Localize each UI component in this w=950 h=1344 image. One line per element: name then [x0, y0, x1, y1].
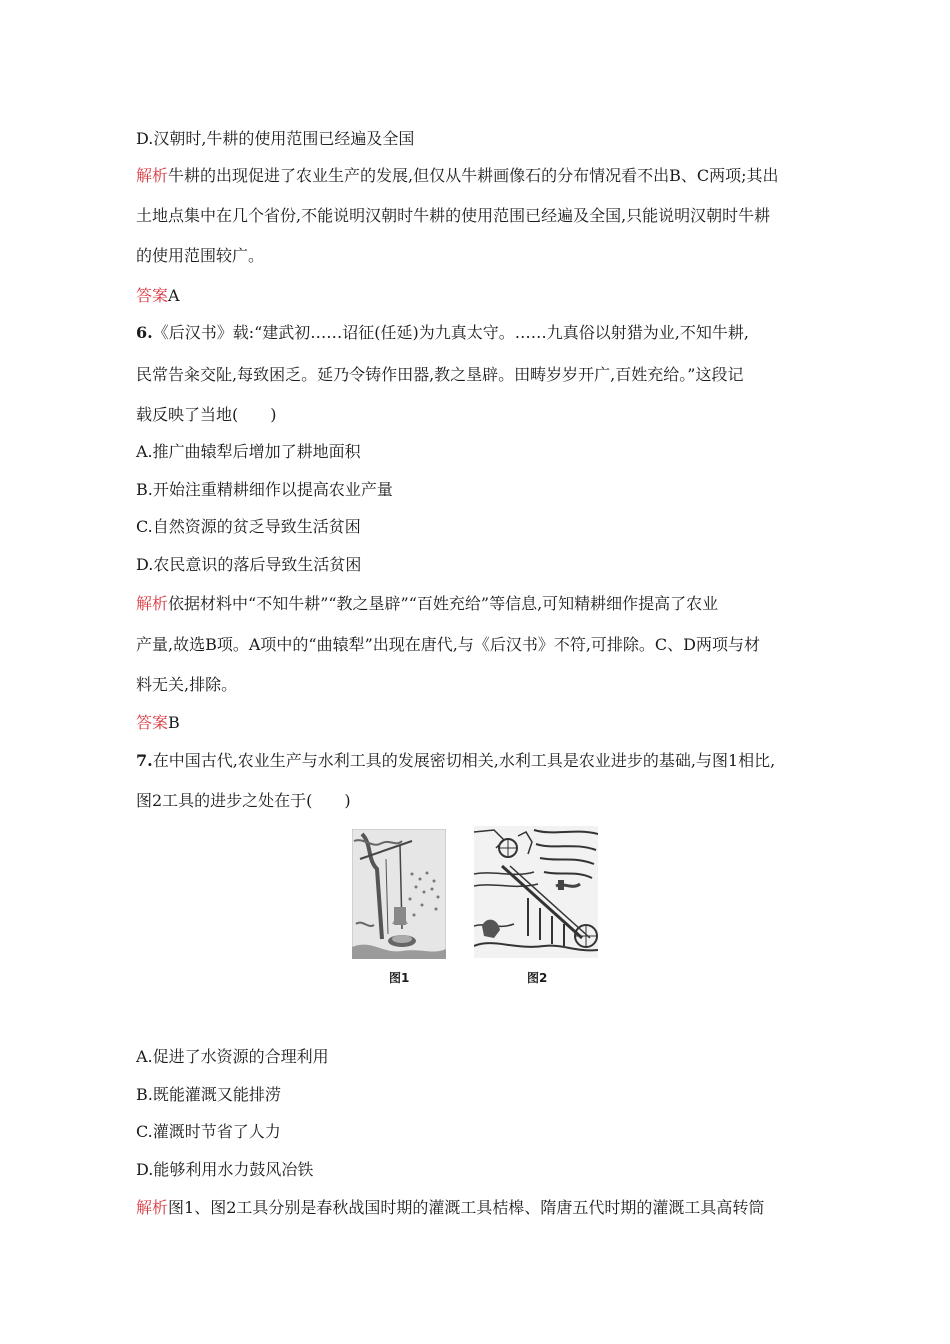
q5-answer [136, 286, 180, 306]
q5-analysis-line-3: 的使用范围较广。 [136, 246, 265, 265]
q5-answer-value: A [168, 286, 180, 305]
q6-analysis-line-2: 产量,故选B项。A项中的“曲辕犁”出现在唐代,与《后汉书》不符,可排除。C、D两项与材 [136, 635, 761, 654]
q5-analysis-line-2: 土地点集中在几个省份,不能说明汉朝时牛耕的使用范围已经遍及全国,只能说明汉朝时牛耕 [136, 206, 771, 225]
figure-1-caption: 图1 [389, 971, 410, 985]
figure-2-image [474, 826, 598, 958]
q6-stem-line-2: 民常告籴交阯,每致困乏。延乃令铸作田器,教之垦辟。田畴岁岁开广,百姓充给。”这段记 [136, 365, 744, 384]
q6-analysis-line-1: 解析依据材料中“不知牛耕”“教之垦辟”“百姓充给”等信息,可知精耕细作提高了农业 [136, 594, 719, 613]
q7-stem-line-2: 图2工具的进步之处在于( ) [136, 791, 351, 810]
q5-analysis-line-1: 解析牛耕的出现促进了农业生产的发展,但仅从牛耕画像石的分布情况看不出B、C两项;其出 [136, 166, 779, 185]
figure-1-image [352, 829, 446, 959]
q6-stem-line-3: 载反映了当地( ) [136, 405, 277, 424]
q5-analysis-label: 解析 [136, 166, 169, 185]
q6-answer-value: B [168, 713, 180, 732]
q5-option-d: D.汉朝时,牛耕的使用范围已经遍及全国 [136, 129, 415, 148]
q6-number: 6. [136, 323, 153, 342]
q6-answer [136, 713, 180, 733]
q6-analysis-line-3: 料无关,排除。 [136, 675, 238, 694]
q6-option-b: B.开始注重精耕细作以提高农业产量 [136, 480, 393, 499]
figure-2-caption: 图2 [527, 971, 548, 985]
q6-analysis-label: 解析 [136, 594, 169, 613]
q7-option-c: C.灌溉时节省了人力 [136, 1122, 281, 1141]
q5-answer-label: 答案 [136, 286, 169, 305]
q7-option-d: D.能够利用水力鼓风冶铁 [136, 1160, 314, 1179]
q7-analysis-line-1: 解析图1、图2工具分别是春秋战国时期的灌溉工具桔槔、隋唐五代时期的灌溉工具高转筒 [136, 1198, 765, 1217]
q7-number: 7. [136, 751, 153, 770]
q6-stem-line-1: 6.《后汉书》载:“建武初……诏征(任延)为九真太守。……九真俗以射猎为业,不知牛耕, [136, 323, 749, 342]
q6-answer-label: 答案 [136, 713, 169, 732]
q6-option-a: A.推广曲辕犁后增加了耕地面积 [136, 442, 361, 461]
q7-option-b: B.既能灌溉又能排涝 [136, 1085, 281, 1104]
q6-option-c: C.自然资源的贫乏导致生活贫困 [136, 517, 361, 536]
q7-stem-line-1: 7.在中国古代,农业生产与水利工具的发展密切相关,水利工具是农业进步的基础,与图1相比, [136, 751, 776, 770]
q7-option-a: A.促进了水资源的合理利用 [136, 1047, 329, 1066]
q7-analysis-label: 解析 [136, 1198, 169, 1217]
q6-option-d: D.农民意识的落后导致生活贫困 [136, 555, 362, 574]
